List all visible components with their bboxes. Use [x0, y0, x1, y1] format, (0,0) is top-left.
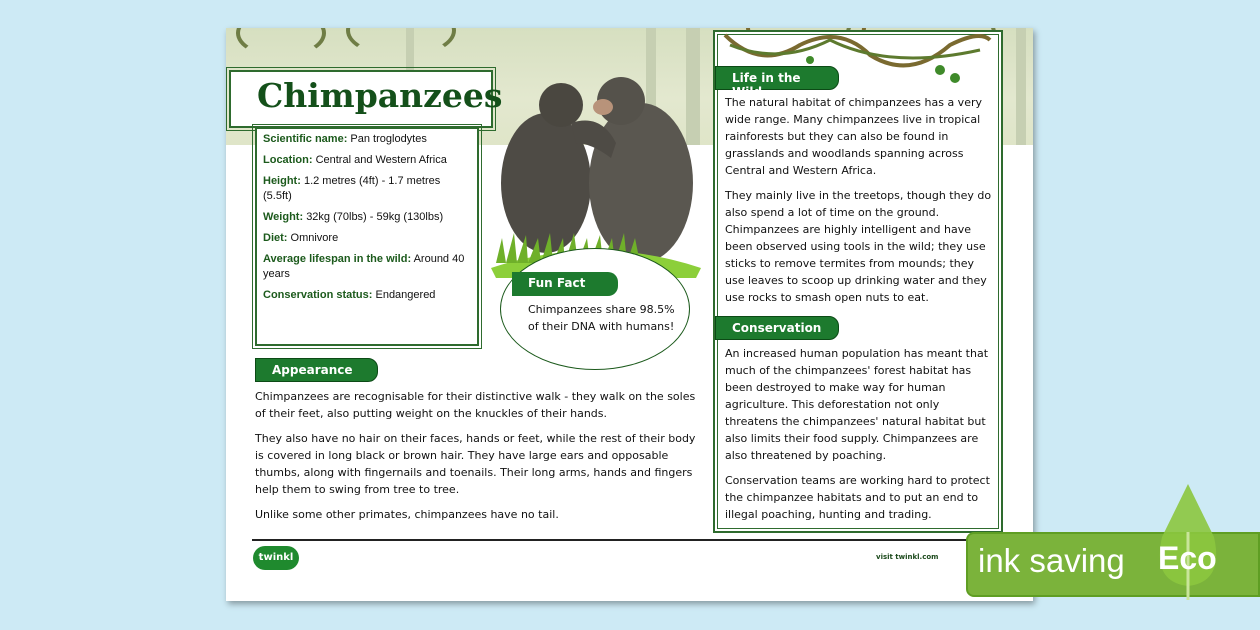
paragraph: Chimpanzees are recognisable for their distinctive walk - they walk on the soles of their feet, also putting weight on the knuckles of their hands. — [255, 390, 696, 420]
fun-fact-heading: Fun Fact — [512, 272, 618, 296]
fact-item: Diet: Omnivore — [263, 232, 339, 244]
conservation-heading: Conservation — [715, 316, 839, 340]
fact-item: Conservation status: Endangered — [263, 289, 436, 301]
paragraph: Conservation teams are working hard to protect the chimpanzee habitats and to put an end to illegal poaching, hunting and trading. — [725, 474, 990, 521]
paragraph: The natural habitat of chimpanzees has a very wide range. Many chimpanzees live in tropical rainforests but they can also be found in grasslands and woodlands spanning across Central and Western Africa. — [725, 96, 982, 177]
paragraph: Unlike some other primates, chimpanzees have no tail. — [255, 508, 559, 521]
fact-item: Scientific name: Pan troglodytes — [263, 133, 427, 145]
appearance-heading: Appearance — [255, 358, 378, 382]
eco-label: Eco — [1158, 540, 1217, 576]
paragraph: They also have no hair on their faces, hands or feet, while the rest of their body is covered in long black or brown hair. They have large ears and opposable thumbs, along with fingernails and toenails. Their long arms, hands and fingers help them to swing from tree to tree. — [255, 432, 696, 496]
paragraph: They mainly live in the treetops, though they do also spend a lot of time on the ground. Chimpanzees are highly intelligent and have been observed using tools in the wild; they use sticks to remove termites from mounds; they use leaves to scoop up drinking water and they use rocks to smash open nuts to eat. — [725, 189, 992, 304]
title-box — [229, 70, 503, 128]
right-column — [713, 30, 1003, 533]
footer-divider — [252, 539, 1032, 541]
facts-box — [255, 127, 479, 346]
page-title: Chimpanzees — [257, 76, 503, 115]
life-in-the-wild-text — [725, 94, 993, 314]
paragraph: An increased human population has meant that much of the chimpanzees' forest habitat has been destroyed to make way for human agriculture. This deforestation not only threatens the chimpanzees' natural habitat but also limits their food supply. Chimpanzees are also threatened by poaching. — [725, 347, 989, 462]
fact-item: Height: 1.2 metres (4ft) - 1.7 metres (5.5ft) — [263, 175, 441, 202]
life-in-the-wild-heading: Life in the Wild — [715, 66, 839, 90]
fun-fact-text: Chimpanzees share 98.5% of their DNA with humans! — [528, 303, 675, 333]
twinkl-logo: twinkl — [253, 546, 299, 570]
ink-saving-label: ink saving — [978, 542, 1125, 579]
conservation-text — [725, 345, 993, 531]
visit-link[interactable]: visit twinkl.com — [876, 553, 939, 561]
chimpanzee-illustration — [491, 63, 701, 278]
fact-file-page — [226, 28, 1033, 601]
appearance-text — [255, 388, 703, 531]
fact-item: Weight: 32kg (70lbs) - 59kg (130lbs) — [263, 211, 444, 223]
fact-item: Average lifespan in the wild: Around 40 years — [263, 253, 465, 280]
fact-item: Location: Central and Western Africa — [263, 154, 447, 166]
